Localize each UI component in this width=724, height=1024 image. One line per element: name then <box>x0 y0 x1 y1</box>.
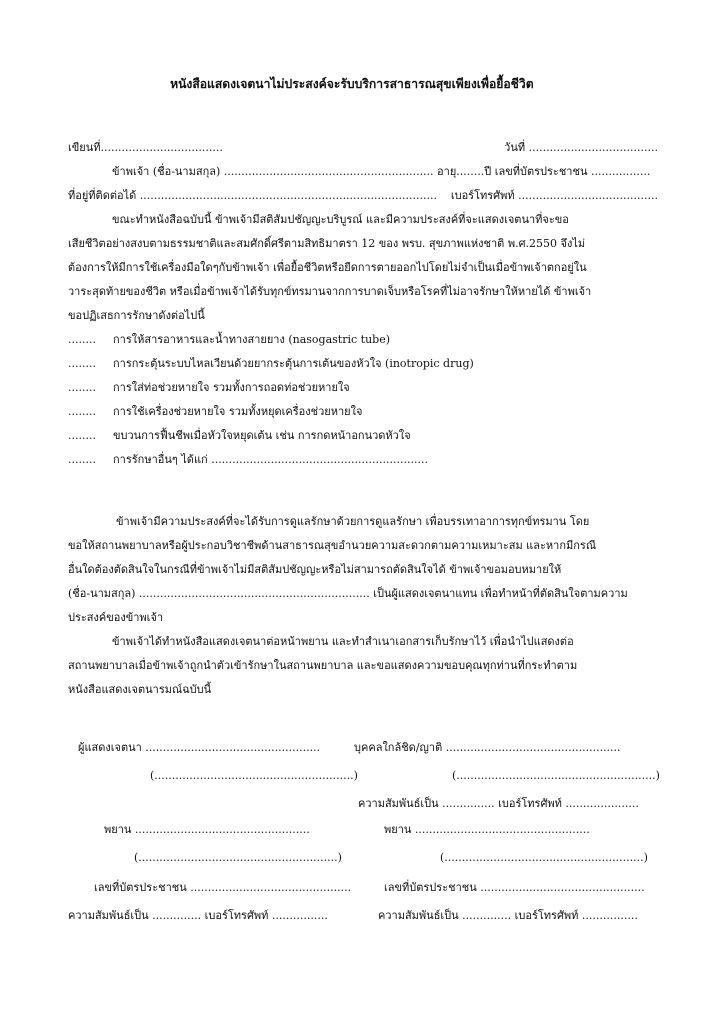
witness2-printed-name-field[interactable]: (.........................................................) <box>440 851 648 864</box>
option-label: ขบวนการฟื้นชีพเมื่อหัวใจหยุดเต้น เช่น การกดหน้าอกนวดหัวใจ <box>113 429 411 442</box>
witness2-relation-phone-field[interactable]: ความสัมพันธ์เป็น .............. เบอร์โทรศัพท์ ................ <box>378 909 638 922</box>
paragraph-line: ขณะทำหนังสือฉบับนี้ ข้าพเจ้ามีสติสัมปชัญญะบริบูรณ์ และมีความประสงค์ที่จะแสดงเจตนาที่จะขอ <box>112 213 569 226</box>
paragraph-line: สถานพยาบาลเมื่อข้าพเจ้าถูกนำตัวเข้ารักษาในสถานพยาบาล และขอแสดงความขอบคุณทุกท่านที่กระทำตาม <box>68 659 578 672</box>
paragraph-line: ขอปฏิเสธการรักษาดังต่อไปนี้ <box>68 309 205 322</box>
paragraph-line: (ชื่อ-นามสกุล) .................................................................. เป็นผู้แสดงเจตนาแทน เพื่อทำหน้าที่ตัดสินใจตามความ <box>68 587 628 600</box>
option-checkmark[interactable]: ........ <box>68 429 96 442</box>
paragraph-line: ต้องการให้มีการใช้เครื่องมือใดๆกับข้าพเจ้า เพื่อยื้อชีวิตหรือยืดการตายออกไปโดยไม่จำเป็นเมื่อข้าพเจ้าตกอยู่ใน <box>68 261 587 274</box>
option-checkmark[interactable]: ........ <box>68 405 96 418</box>
paragraph-line: ข้าพเจ้ามีความประสงค์ที่จะได้รับการดูแลรักษาด้วยการดูแลรักษา เพื่อบรรเทาอาการทุกข์ทรมาน โดย <box>116 515 590 528</box>
option-label: การใส่ท่อช่วยหายใจ รวมทั้งการถอดท่อช่วยหายใจ <box>113 381 350 394</box>
declarant-signature-field[interactable]: ผู้แสดงเจตนา .................................................. <box>78 741 321 754</box>
paragraph-line: อื่นใดต้องตัดสินใจในกรณีที่ข้าพเจ้าไม่มีสติสัมปชัญญะหรือไม่สามารถตัดสินใจได้ ข้าพเจ้าขอมอบหมายให้ <box>68 563 562 576</box>
declarant-printed-name-field[interactable]: (.........................................................) <box>150 769 358 782</box>
paragraph-line: วาระสุดท้ายของชีวิต หรือเมื่อข้าพเจ้าได้รับทุกข์ทรมานจากการบาดเจ็บหรือโรคที่ไม่อาจรักษาให้หายได้ ข้าพเจ้า <box>68 285 592 298</box>
relative-signature-field[interactable]: บุคคลใกล้ชิด/ญาติ .................................................. <box>354 741 621 754</box>
written-at-field[interactable]: เขียนที่................................... <box>68 141 223 154</box>
paragraph-line: เสียชีวิตอย่างสงบตามธรรมชาติและสมศักดิ์ศรีตามสิทธิมาตรา 12 ของ พรบ. สุขภาพแห่งชาติ พ.ศ.2550 จึงไม่ <box>68 237 586 250</box>
witness1-id-field[interactable]: เลขที่บัตรประชาชน .............................................. <box>94 881 352 894</box>
name-age-id-line[interactable]: ข้าพเจ้า (ชื่อ-นามสกุล) ............................................................ อายุ........ปี เลขที่บัตรประชาชน ................. <box>112 165 651 178</box>
option-label: การกระตุ้นระบบไหลเวียนด้วยยากระตุ้นการเต้นของหัวใจ (inotropic drug) <box>113 357 474 370</box>
address-field[interactable]: ที่อยู่ที่ติดต่อได้ ..................................................................................... <box>68 189 437 202</box>
phone-field[interactable]: เบอร์โทรศัพท์ ........................................ <box>450 189 658 202</box>
relative-relation-phone-field[interactable]: ความสัมพันธ์เป็น ............... เบอร์โทรศัพท์ ..................... <box>358 797 639 810</box>
witness1-printed-name-field[interactable]: (.........................................................) <box>134 851 342 864</box>
option-label: การให้สารอาหารและน้ำทางสายยาง (nasogastric tube) <box>113 333 390 346</box>
witness1-relation-phone-field[interactable]: ความสัมพันธ์เป็น .............. เบอร์โทรศัพท์ ................ <box>68 909 328 922</box>
option-checkmark[interactable]: ........ <box>68 333 96 346</box>
page-title: หนังสือแสดงเจตนาไม่ประสงค์จะรับบริการสาธารณสุขเพียงเพื่อยื้อชีวิต <box>170 76 534 91</box>
option-checkmark[interactable]: ........ <box>68 357 96 370</box>
option-label: การใช้เครื่องช่วยหายใจ รวมทั้งหยุดเครื่องช่วยหายใจ <box>113 405 363 418</box>
paragraph-line: ประสงค์ของข้าพเจ้า <box>68 611 164 624</box>
witness2-signature-field[interactable]: พยาน .................................................. <box>384 823 590 836</box>
witness2-id-field[interactable]: เลขที่บัตรประชาชน ............................................... <box>384 881 645 894</box>
option-label: การรักษาอื่นๆ ได้แก่ .............................................................. <box>113 453 428 466</box>
relative-printed-name-field[interactable]: (.........................................................) <box>452 769 660 782</box>
option-checkmark[interactable]: ........ <box>68 453 96 466</box>
paragraph-line: หนังสือแสดงเจตนารมณ์ฉบับนี้ <box>68 683 212 696</box>
witness1-signature-field[interactable]: พยาน .................................................. <box>104 823 310 836</box>
paragraph-line: ขอให้สถานพยาบาลหรือผู้ประกอบวิชาชีพด้านสาธารณสุขอำนวยความสะดวกตามความเหมาะสม และหากมีกรณี <box>68 539 597 552</box>
date-field[interactable]: วันที่ ..................................... <box>504 141 658 154</box>
option-checkmark[interactable]: ........ <box>68 381 96 394</box>
paragraph-line: ข้าพเจ้าได้ทำหนังสือแสดงเจตนาต่อหน้าพยาน และทำสำเนาเอกสารเก็บรักษาไว้ เพื่อนำไปแสดงต่อ <box>112 635 574 648</box>
